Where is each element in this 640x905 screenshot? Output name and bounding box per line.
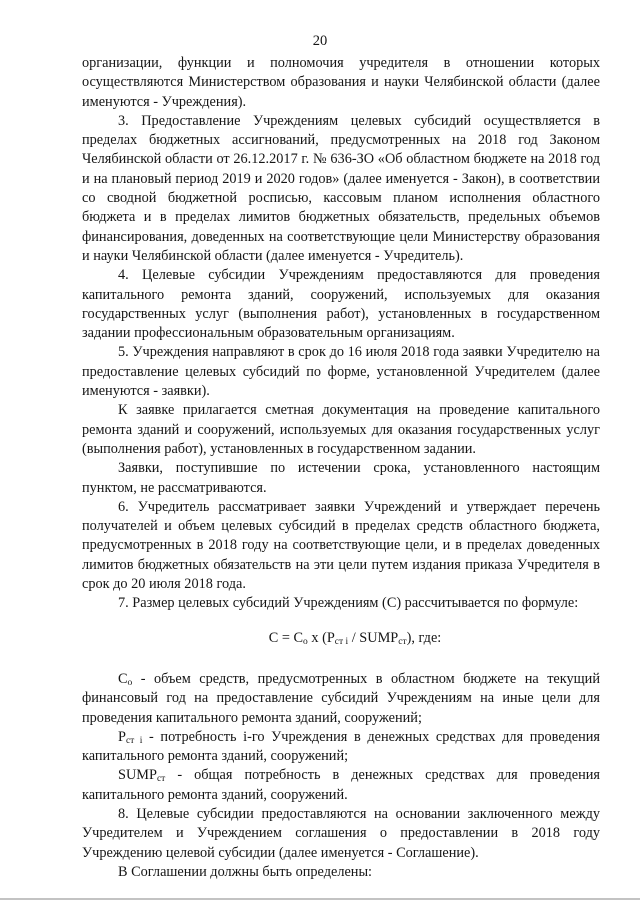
formula-sub-cti: ст i bbox=[334, 636, 349, 647]
formula-x: x (Р bbox=[307, 629, 335, 646]
formula-slash: / SUMP bbox=[348, 629, 399, 646]
paragraph-5-late-applications: Заявки, поступившие по истечении срока, установленного настоящим пунктом, не рассматриваются. bbox=[82, 460, 600, 496]
paragraph-7: 7. Размер целевых субсидий Учреждениям (С) рассчитывается по формуле: bbox=[118, 595, 579, 612]
definition-pcti-symbol: Р bbox=[118, 728, 126, 745]
definition-sumpct-sub: ст bbox=[156, 774, 166, 785]
formula-lhs: С = С bbox=[268, 629, 304, 646]
paragraph-8-agreement: В Соглашении должны быть определены: bbox=[118, 863, 373, 880]
document-body bbox=[82, 54, 600, 882]
subsidy-formula bbox=[82, 629, 600, 648]
paragraph-4: 4. Целевые субсидии Учреждениям предоставляются для проведения капитального ремонта зданий, сооружений, используемых для оказания государственных услуг (выполнения работ), установленных в государственном задании профессиональным образовательным организациям. bbox=[82, 267, 600, 342]
definition-pcti-sub: ст i bbox=[125, 735, 143, 746]
definition-co bbox=[82, 670, 600, 728]
paragraph-6: 6. Учредитель рассматривает заявки Учреждений и утверждает перечень получателей и объем целевых субсидий в пределах средств областного бюджета, предусмотренных в 2018 году на соответствующие цели, и в пределах доведенных лимитов бюджетных обязательств на эти цели путем издания приказа Учредителя в срок до 20 июля 2018 года. bbox=[82, 498, 600, 593]
definition-co-sub: о bbox=[127, 677, 133, 688]
definition-sumpct bbox=[82, 766, 600, 805]
definition-co-text: - объем средств, предусмотренных в областном бюджете на текущий финансовый год на предоставление субсидий Учреждениям на иные цели для проведения капитального ремонта зданий, сооружений; bbox=[82, 670, 600, 726]
paragraph-5: 5. Учреждения направляют в срок до 16 июля 2018 года заявки Учредителю на предоставление целевых субсидий по форме, установленной Учредителем (далее именуются - заявки). bbox=[82, 344, 600, 400]
definition-pcti-text: - потребность i-го Учреждения в денежных средствах для проведения капитального ремонта зданий, сооружений; bbox=[82, 728, 600, 765]
scan-edge-line bbox=[0, 898, 640, 900]
definition-pcti bbox=[82, 728, 600, 767]
formula-sub-ct: ст bbox=[398, 636, 407, 647]
paragraph-3: 3. Предоставление Учреждениям целевых субсидий осуществляется в пределах бюджетных ассигнований, предусмотренных на 2018 год Законом Челябинской области от 26.12.2017 г. № 636-ЗО «Об областном бюджете на 2018 год и на плановый период 2019 и 2020 годов» (далее именуется - Закон), в соответствии со сводной бюджетной росписью, кассовым планом исполнения областного бюджета и в пределах лимитов бюджетных обязательств, предельных объемов финансирования, доведенных на соответствующие цели Министерству образования и науки Челябинской области (далее именуется - Учредитель). bbox=[82, 112, 600, 264]
page-number: 20 bbox=[312, 33, 328, 49]
definition-co-symbol: С bbox=[118, 670, 128, 687]
formula-tail: ), где: bbox=[406, 629, 442, 646]
definition-sumpct-text: - общая потребность в денежных средствах для проведения капитального ремонта зданий, сооружений. bbox=[82, 767, 600, 803]
formula-sub-o: о bbox=[303, 636, 308, 647]
paragraph-5-attachment: К заявке прилагается сметная документация на проведение капитального ремонта зданий и сооружений, используемых для оказания государственных услуг (выполнения работ), установленных в государственном задании. bbox=[82, 402, 600, 457]
definition-sumpct-symbol: SUMP bbox=[118, 767, 157, 784]
paragraph-8: 8. Целевые субсидии предоставляются на основании заключенного между Учредителем и Учреждением соглашения о предоставлении в 2018 году Учреждению целевой субсидии (далее именуется - Соглашение). bbox=[82, 805, 600, 861]
paragraph-intro: организации, функции и полномочия учредителя в отношении которых осуществляются Министерством образования и науки Челябинской области (далее именуются - Учреждения). bbox=[82, 55, 600, 110]
